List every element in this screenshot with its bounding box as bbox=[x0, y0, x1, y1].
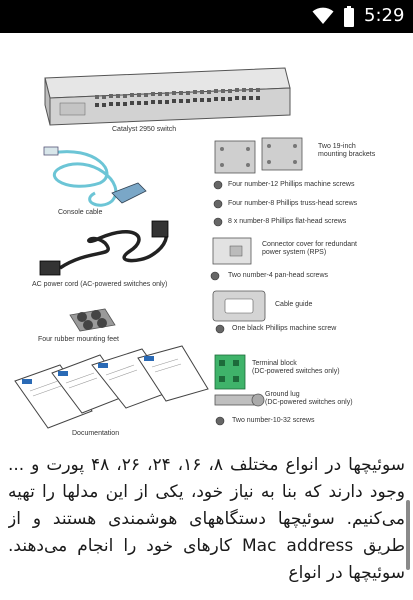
mounting-brackets-illustration bbox=[215, 138, 302, 173]
console-cable-illustration bbox=[44, 147, 146, 205]
connector-cover-illustration bbox=[213, 238, 251, 264]
scrollbar[interactable] bbox=[406, 500, 410, 570]
label-black-screw: One black Phillips machine screw bbox=[232, 325, 337, 332]
label-connector-cover: Connector cover for redundant power system (RPS) bbox=[262, 241, 357, 256]
power-cord-illustration bbox=[40, 221, 168, 275]
battery-icon bbox=[344, 6, 354, 27]
ground-lug-illustration bbox=[215, 394, 264, 406]
label-screws-8-truss: Four number-8 Phillips truss-head screws bbox=[228, 200, 358, 207]
package-contents-figure bbox=[0, 33, 413, 450]
label-terminal-block: Terminal block (DC-powered switches only) bbox=[252, 360, 340, 375]
terminal-block-illustration bbox=[215, 355, 245, 389]
status-bar bbox=[0, 0, 413, 33]
documentation-illustration bbox=[15, 346, 208, 428]
label-console-cable: Console cable bbox=[58, 209, 103, 216]
rubber-feet-illustration bbox=[70, 309, 115, 331]
label-documentation: Documentation bbox=[72, 430, 120, 437]
label-screws-10-32: Two number-10-32 screws bbox=[232, 417, 315, 424]
wifi-icon bbox=[312, 7, 334, 25]
clock: 5:29 bbox=[364, 5, 405, 26]
label-pan-head-screws: Two number-4 pan-head screws bbox=[228, 272, 328, 279]
label-brackets: Two 19-inch mounting brackets bbox=[318, 143, 376, 158]
label-screws-12: Four number-12 Phillips machine screws bbox=[228, 181, 355, 188]
switch-illustration bbox=[45, 68, 290, 125]
label-cable-guide: Cable guide bbox=[275, 301, 313, 308]
label-screws-8-flat: 8 x number-8 Phillips flat-head screws bbox=[228, 218, 347, 225]
label-ac-power-cord: AC power cord (AC-powered switches only) bbox=[32, 281, 168, 288]
cable-guide-illustration bbox=[213, 291, 265, 321]
label-rubber-feet: Four rubber mounting feet bbox=[38, 336, 119, 343]
article-paragraph: سوئیچها در انواع مختلف ۸، ۱۶، ۲۴، ۲۶، ۴۸ پورت و ... وجود دارند که بنا به نیاز خود، یکی از این مدلها را تهیه می‌کنیم. سوئیچها دستگاههای هوشمندی هستند و از طریق Mac address کارهای خود را انجام می‌دهند. سوئیچها در انواع bbox=[8, 455, 405, 583]
label-ground-lug: Ground lug (DC-powered switches only) bbox=[265, 391, 353, 406]
label-switch: Catalyst 2950 switch bbox=[112, 126, 177, 133]
